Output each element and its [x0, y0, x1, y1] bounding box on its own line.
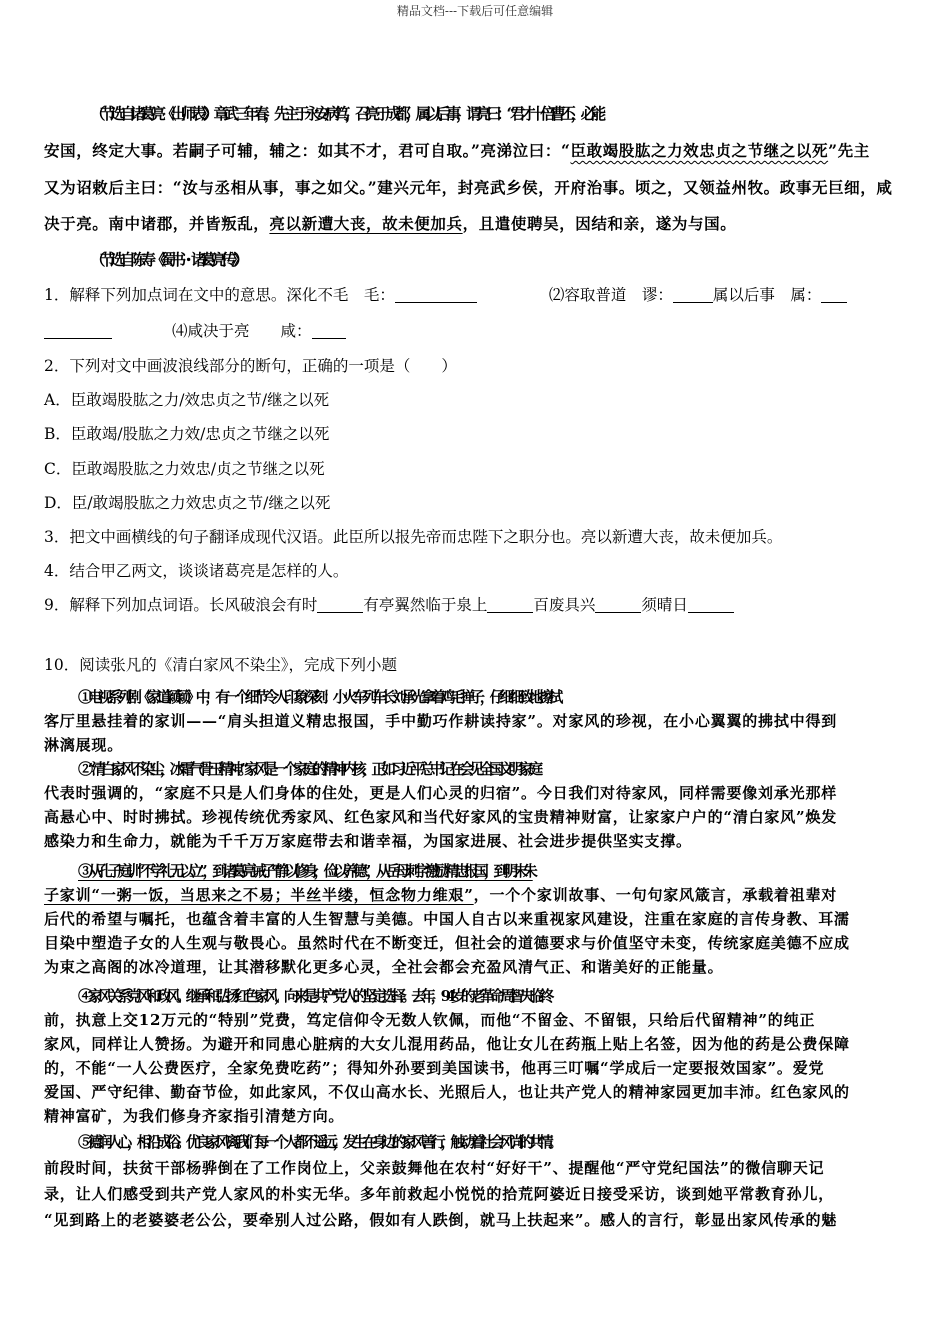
- underlined-family-motto: 子家训“一粥一饭，当思来之不易；半丝半缕，恒念物力维艰”: [44, 886, 474, 904]
- passage-a-line-2-pre: 安国，终定大事。若嗣子可辅，辅之：如其不才，君可自取。”亮涕泣曰：“: [44, 141, 571, 160]
- q1-part-3: 普道 谬：: [595, 286, 673, 304]
- q9-lead: 9．解释下列加点词语。长风破浪会有时: [44, 596, 318, 614]
- passage-a-line-4: [44, 212, 904, 234]
- q9-item-c: 百废具兴: [533, 596, 596, 614]
- q1-blank-3[interactable]: [821, 287, 847, 304]
- passage-b-line-4: ②“清白家风不染尘，冰霜气骨玉精神。”家风是一个家庭的精神内核，正如习近平总书记在会见全国文明家庭: [78, 760, 538, 778]
- q1-part-2: ⑵容: [548, 286, 580, 304]
- passage-b-line-18: 精神富矿，为我们修身齐家指引清楚方向。: [44, 1107, 345, 1125]
- passage-b-line-13: ④家风关系党风和政风。继承和弘扬红色家风，向来是共产党人的坚定选择。去年，94岁的老革命周智夫临终: [78, 987, 550, 1005]
- passage-a-line-3: 又为诏敕后主曰：“汝与丞相从事，事之如父。”建兴元年，封亮武乡侯，开府治事。顷之，又领益州牧。政事无巨细，咸: [44, 178, 893, 197]
- question-1-line-1: [44, 283, 904, 305]
- option-a[interactable]: A．臣敢竭股肱之力/效忠贞之节/继之以死: [44, 391, 330, 409]
- q9-item-b: 有亭翼然临于泉上: [363, 596, 488, 614]
- passage-b-line-15: 家风，同样让人赞扬。为避开和同患心脏病的大女儿混用药品，他让女儿在药瓶上贴上名签，因为他的药是公费保障: [44, 1035, 850, 1053]
- passage-b-line-5: 代表时强调的，“家庭不只是人们身体的住处，更是人们心灵的归宿”。今日我们对待家风，同样需要像刘承光那样: [44, 784, 838, 802]
- passage-b-line-8: ③从孔子庭训“不学礼无以立”，到诸葛亮诫子“静以修身，俭以养德”，从岳母刺字激励精忠报国，到明末朱: [78, 862, 533, 880]
- q1-dotted-word: 取: [579, 286, 596, 304]
- passage-b-line-11: 目染中塑造子女的人生观与敬畏心。虽然时代在不断变迁，但社会的道德要求与价值坚守未变，传统家庭美德不应成: [44, 934, 850, 952]
- question-4: 4．结合甲乙两文，谈谈诸葛亮是怎样的人。: [44, 562, 349, 580]
- passage-b-line-9: [44, 884, 904, 905]
- q9-blank-4[interactable]: [688, 597, 734, 614]
- wavy-underlined-sentence: 臣敢竭股肱之力效忠贞之节继之以死: [570, 141, 829, 160]
- passage-b-line-2: 客厅里悬挂着的家训——“肩头担道义精忠报国，手中勤巧作耕读持家”。对家风的珍视，在小心翼翼的拂拭中得到: [44, 712, 838, 730]
- q9-blank-3[interactable]: [595, 597, 641, 614]
- question-2: 2．下列对文中画波浪线部分的断句，正确的一项是（ ）: [44, 357, 457, 375]
- question-9: [44, 593, 904, 615]
- question-1-line-2: [44, 319, 904, 341]
- passage-a-line-2: [44, 139, 904, 161]
- page-header: 精品文档---下载后可任意编辑: [396, 4, 554, 18]
- q1-blank-2[interactable]: [673, 287, 713, 304]
- q1-blank-4[interactable]: [312, 323, 346, 340]
- passage-b-line-1: ①电视系列剧《家道颖颖》中，有一个细节令人印象深刻：小火车列车长刘承光拿着鸡毛掸子，仔细细致地擦拭: [78, 688, 559, 706]
- passage-b-line-20: 前段时间，扶贫干部杨骅倒在了工作岗位上，父亲鼓舞他在农村“好好干”、提醒他“严守党纪国法”的微信聊天记: [44, 1159, 825, 1177]
- passage-b-line-16: 的，不能“一人公费医疗，全家免费吃药”；得知外孙要到美国读书，他再三叮嘱“学成后一定要报效国家”。爱党: [44, 1059, 825, 1077]
- passage-b-line-17: 爱国、严守纪律、勤奋节俭，如此家风，不仅山高水长、光照后人，也让共产党人的精神家园更加丰沛。红色家风的: [44, 1083, 850, 1101]
- passage-b-line-21: 录，让人们感受到共产党人家风的朴实无华。多年前救起小悦悦的拾荒阿婆近日接受采访，谈到她平常教育孙儿，: [44, 1185, 835, 1203]
- underlined-sentence: 亮以新遭大丧，故未便加兵: [269, 214, 463, 233]
- passage-a-line-4-post: ，且遣使聘吴，因结和亲，遂为与国。: [462, 214, 737, 233]
- question-10: 10．阅读张凡的《清白家风不染尘》，完成下列小题: [44, 656, 397, 674]
- q1-blank-1[interactable]: [395, 287, 477, 304]
- passage-a-line-1: （节选自诸葛亮《出师表》）章武三年春，先主于永安病笃，召亮于成都，属以后事，谓亮曰：“君才十倍曹丕，必能: [90, 104, 601, 123]
- passage-b-line-22: “见到路上的老婆婆老公公，要牵别人过公路，假如有人跌倒，就马上扶起来”。感人的言行，彰显出家风传承的魅: [44, 1211, 838, 1229]
- passage-a-line-4-pre: 决于亮。南中诸郡，并皆叛乱，: [44, 214, 270, 233]
- passage-b-line-12: 为束之高阁的冰冷道理，让其潜移默化更多心灵，全社会都会充盈风清气正、和谐美好的正能量。: [44, 958, 724, 976]
- passage-b-line-3: 淋漓展现。: [44, 736, 124, 754]
- q9-blank-2[interactable]: [487, 597, 533, 614]
- question-3: 3．把文中画横线的句子翻译成现代汉语。此臣所以报先帝而忠陛下之职分也。亮以新遭大丧，故未便加兵。: [44, 528, 783, 546]
- option-c[interactable]: C．臣敢竭股肱之力效忠/贞之节继之以死: [44, 460, 325, 478]
- passage-b-line-10: 后代的希望与嘱托，也蕴含着丰富的人生智慧与美德。中国人自古以来重视家风建设，注重在家庭的言传身教、耳濡: [44, 910, 850, 928]
- option-d[interactable]: D．臣/敢竭股肱之力效忠贞之节/继之以死: [44, 494, 331, 512]
- q1-part-1: 1．解释下列加点词在文中的意思。深化不毛 毛：: [44, 286, 395, 304]
- q1-blank-3-continued[interactable]: [44, 323, 112, 340]
- q9-item-d: 须晴日: [641, 596, 688, 614]
- q1-part-4: 属以后事 属：: [712, 286, 822, 304]
- q9-blank-1[interactable]: [317, 597, 363, 614]
- passage-b-line-19: ⑤德润人心，相沿成俗。优良家风离我们每一个人都不遥远，发生在身边的家风善行，触动着社会风尚的共情。: [78, 1133, 559, 1151]
- passage-b-line-7: 感染力和生命力，就能为千千万万家庭带去和谐幸福，为国家进展、社会进步提供坚实支撑。: [44, 832, 692, 850]
- passage-a-line-2-post: ”先主: [828, 141, 870, 160]
- passage-b-line-6: 高悬心中、时时拂拭。珍视传统优秀家风、红色家风和当代好家风的宝贵精神财富，让家家户户的“清白家风”焕发: [44, 808, 838, 826]
- passage-b-line-14: 前，执意上交12万元的“特别”党费，笃定信仰令无数人钦佩，而他“不留金、不留银，只给后代留精神”的纯正: [44, 1011, 816, 1029]
- option-b[interactable]: B．臣敢竭/股肱之力效/忠贞之节继之以死: [44, 425, 330, 443]
- q1-part-5: ⑷咸决于亮 咸：: [172, 322, 312, 340]
- passage-a-source: （节选自陈寿《蜀书・诸葛亮传》）: [90, 250, 244, 269]
- passage-b-line-9-post: ，一个个家训故事、一句句家风箴言，承载着祖辈对: [473, 886, 838, 904]
